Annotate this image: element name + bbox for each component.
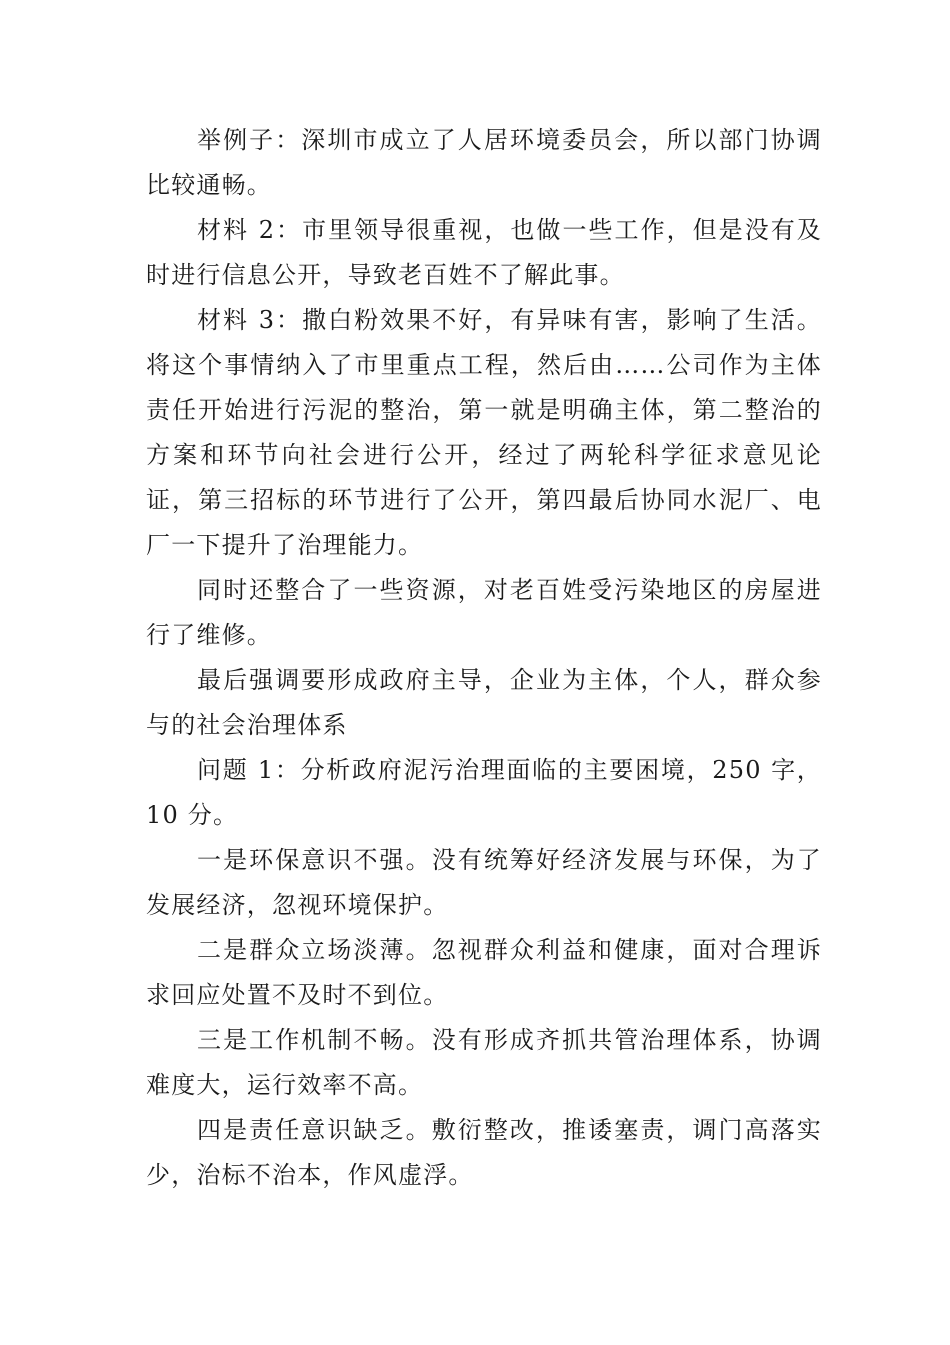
paragraph-point-1: 一是环保意识不强。没有统筹好经济发展与环保，为了发展经济，忽视环境保护。	[146, 846, 822, 919]
paragraph-example-shenzhen: 举例子：深圳市成立了人居环境委员会，所以部门协调比较通畅。	[146, 126, 822, 199]
paragraph-governance-system: 最后强调要形成政府主导，企业为主体，个人，群众参与的社会治理体系	[146, 666, 822, 739]
paragraph-question-1: 问题 1：分析政府泥污治理面临的主要困境，250 字，10 分。	[146, 756, 822, 829]
paragraph-resource-integration: 同时还整合了一些资源，对老百姓受污染地区的房屋进行了维修。	[146, 576, 822, 649]
paragraph-point-4: 四是责任意识缺乏。敷衍整改，推诿塞责，调门高落实少，治标不治本，作风虚浮。	[146, 1116, 822, 1189]
document-body	[146, 118, 822, 1198]
paragraph-material-2: 材料 2：市里领导很重视，也做一些工作，但是没有及时进行信息公开，导致老百姓不了解此事。	[146, 216, 822, 289]
paragraph-point-2: 二是群众立场淡薄。忽视群众利益和健康，面对合理诉求回应处置不及时不到位。	[146, 936, 822, 1009]
paragraph-material-3: 材料 3：撒白粉效果不好，有异味有害，影响了生活。将这个事情纳入了市里重点工程，然后由……公司作为主体责任开始进行污泥的整治，第一就是明确主体，第二整治的方案和环节向社会进行公开，经过了两轮科学征求意见论证，第三招标的环节进行了公开，第四最后协同水泥厂、电厂一下提升了治理能力。	[146, 306, 822, 559]
paragraph-point-3: 三是工作机制不畅。没有形成齐抓共管治理体系，协调难度大，运行效率不高。	[146, 1026, 822, 1099]
